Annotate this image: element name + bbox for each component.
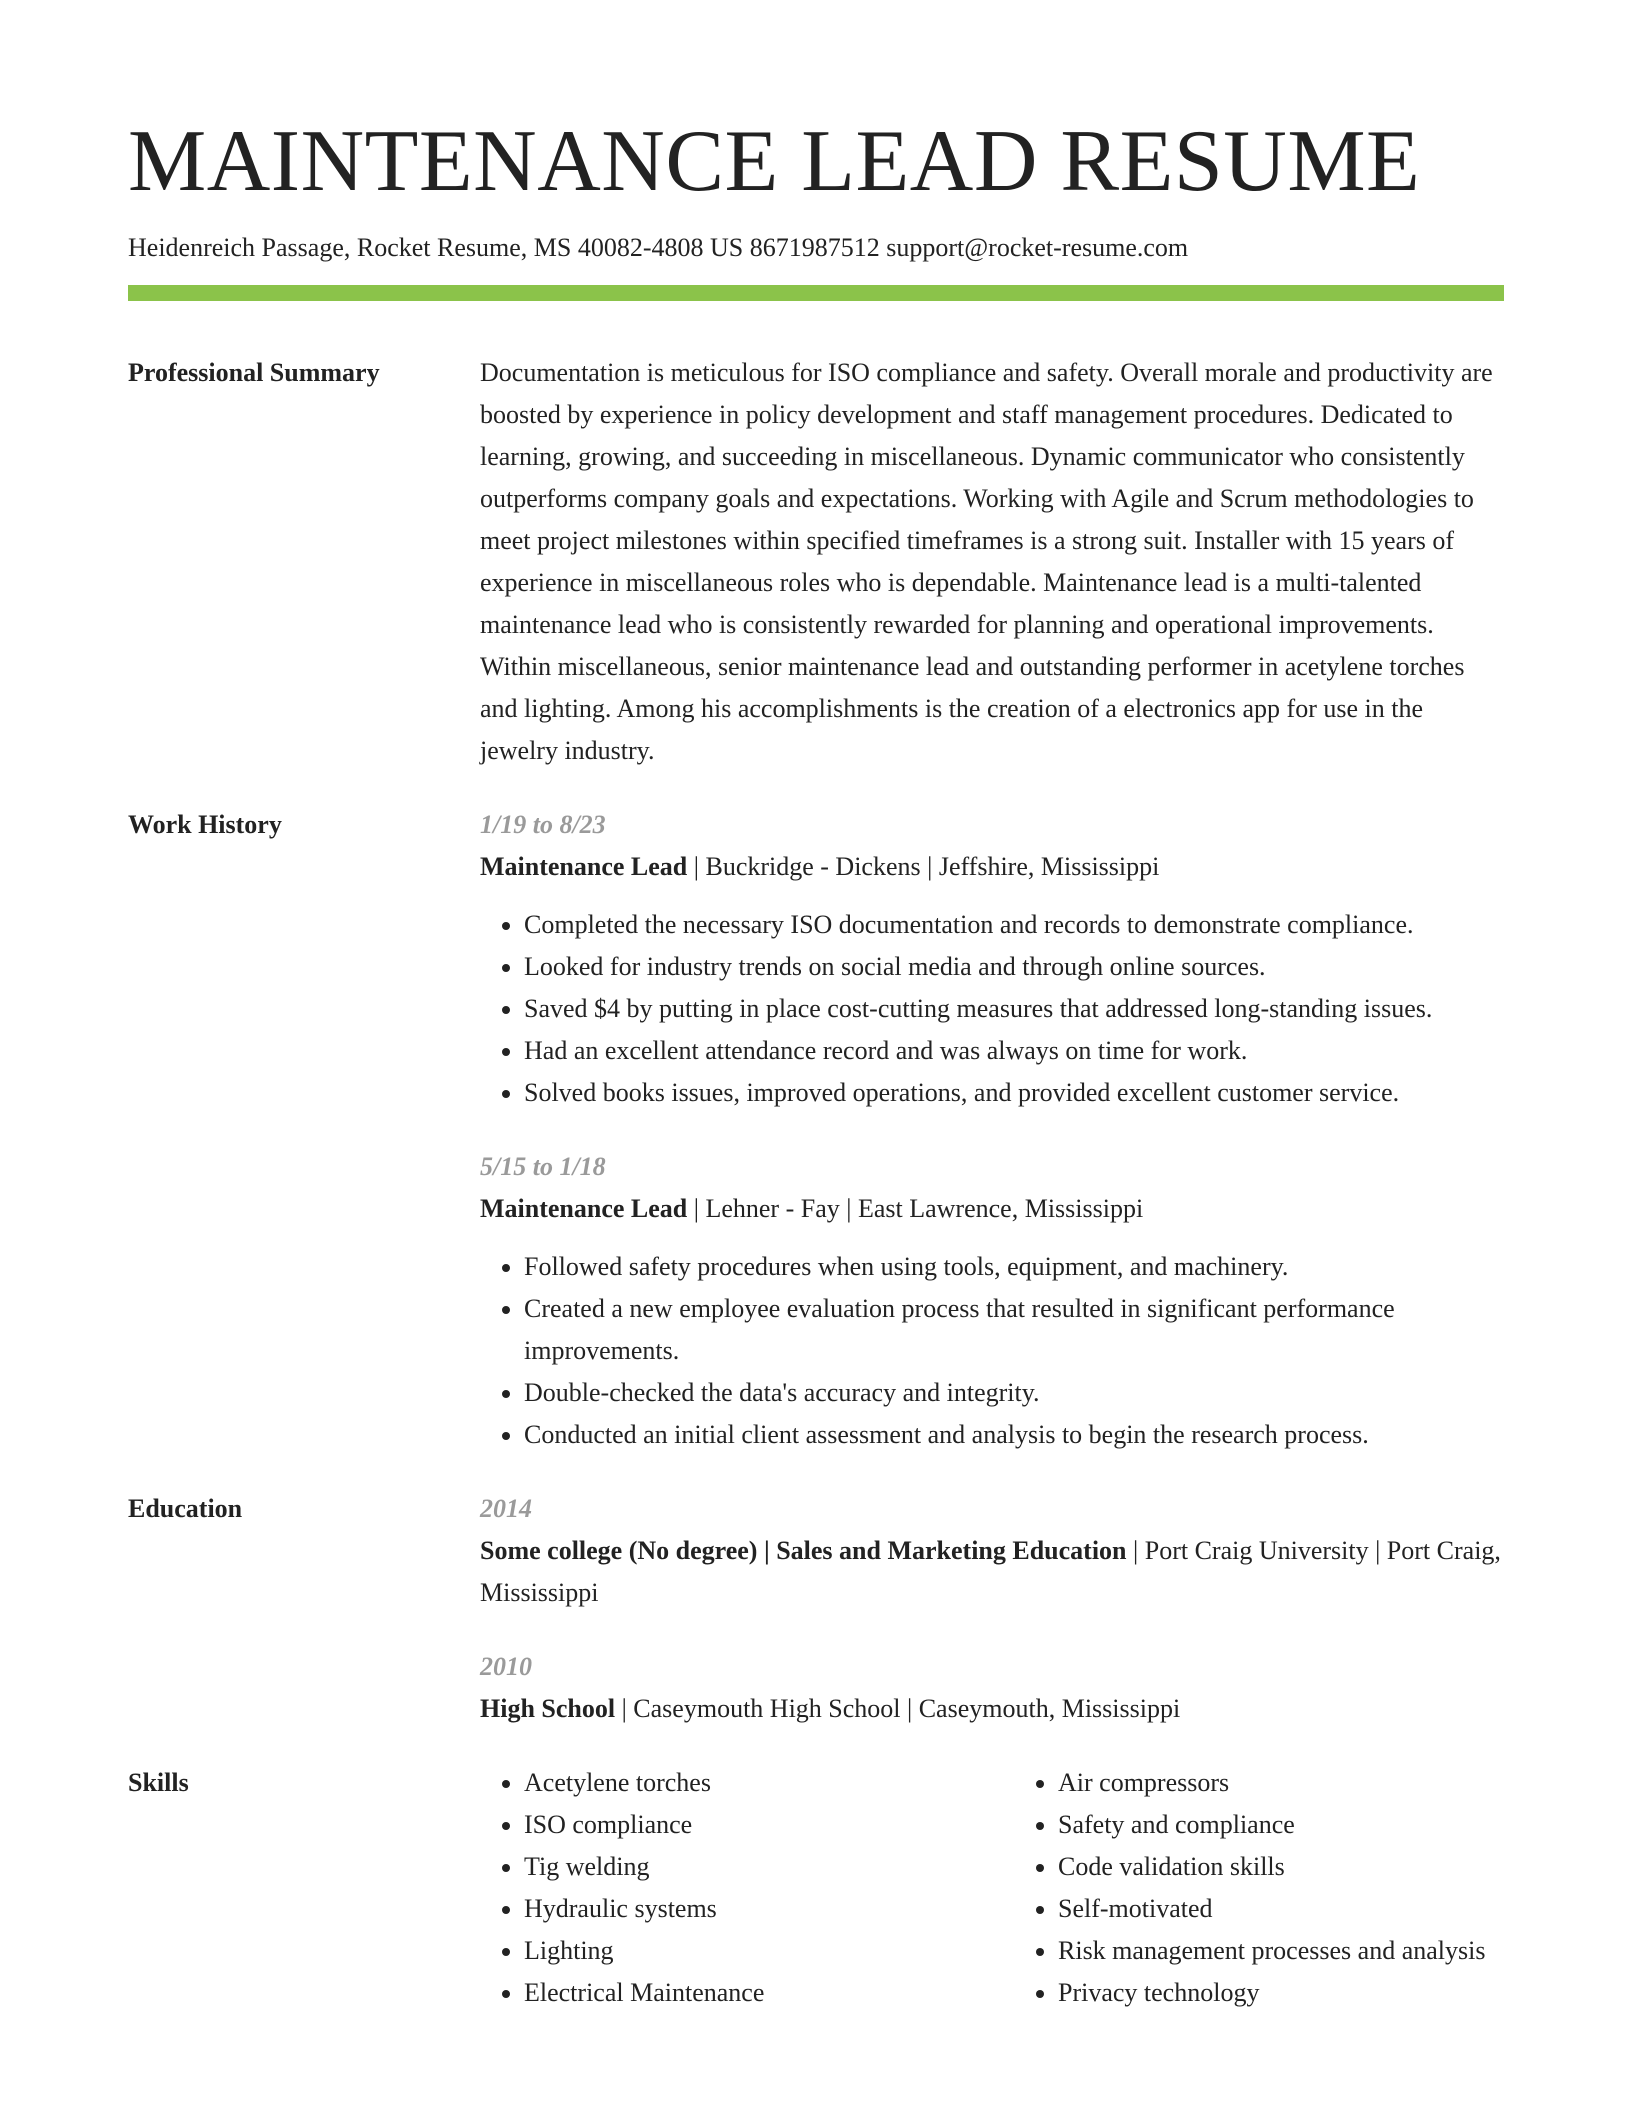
education-section bbox=[128, 1488, 1504, 1730]
job-entry bbox=[480, 1146, 1504, 1456]
education-details: | Caseymouth High School | Caseymouth, Mississippi bbox=[615, 1694, 1181, 1723]
section-body bbox=[480, 1762, 1504, 2014]
list-item: • Acetylene torches bbox=[524, 1762, 970, 1804]
education-year: 2010 bbox=[480, 1652, 532, 1681]
list-item: • Privacy technology bbox=[1058, 1972, 1504, 2014]
job-heading bbox=[480, 1188, 1504, 1230]
list-item: • Conducted an initial client assessment and analysis to begin the research process. bbox=[524, 1414, 1504, 1456]
list-item: • Completed the necessary ISO documentation and records to demonstrate compliance. bbox=[524, 904, 1504, 946]
list-item: • Hydraulic systems bbox=[524, 1888, 970, 1930]
list-item: • Air compressors bbox=[1058, 1762, 1504, 1804]
section-body bbox=[480, 352, 1504, 772]
job-heading bbox=[480, 846, 1504, 888]
list-item: • Had an excellent attendance record and was always on time for work. bbox=[524, 1030, 1504, 1072]
list-item: • Looked for industry trends on social media and through online sources. bbox=[524, 946, 1504, 988]
section-label: Work History bbox=[128, 810, 282, 839]
education-degree: Some college (No degree) | Sales and Marketing Education bbox=[480, 1536, 1127, 1565]
list-item: • Self-motivated bbox=[1058, 1888, 1504, 1930]
section-body bbox=[480, 1488, 1504, 1730]
list-item: • Electrical Maintenance bbox=[524, 1972, 970, 2014]
section-label: Education bbox=[128, 1494, 243, 1523]
section-body bbox=[480, 804, 1504, 1456]
education-entry bbox=[480, 1488, 1504, 1614]
job-dates: 5/15 to 1/18 bbox=[480, 1152, 606, 1181]
job-details: | Lehner - Fay | East Lawrence, Mississippi bbox=[687, 1194, 1144, 1223]
list-item: • Safety and compliance bbox=[1058, 1804, 1504, 1846]
section-label: Professional Summary bbox=[128, 358, 380, 387]
list-item: • Solved books issues, improved operations, and provided excellent customer service. bbox=[524, 1072, 1504, 1114]
list-item: • ISO compliance bbox=[524, 1804, 970, 1846]
list-item: • Followed safety procedures when using tools, equipment, and machinery. bbox=[524, 1246, 1504, 1288]
skills-section bbox=[128, 1762, 1504, 2014]
job-title: Maintenance Lead bbox=[480, 1194, 688, 1223]
list-item: • Lighting bbox=[524, 1930, 970, 1972]
education-entry bbox=[480, 1646, 1504, 1730]
list-item: • Tig welding bbox=[524, 1846, 970, 1888]
skills-list-right bbox=[1014, 1762, 1504, 2014]
skills-list-left bbox=[480, 1762, 970, 2014]
job-bullets bbox=[480, 904, 1504, 1114]
list-item: • Risk management processes and analysis bbox=[1058, 1930, 1504, 1972]
summary-text: Documentation is meticulous for ISO compliance and safety. Overall morale and productivity are boosted by experience in policy development and staff management procedures. Dedicated to learning, growing, and succeeding in miscellaneous. Dynamic communicator who consistently outperforms company goals and expectations. Working with Agile and Scrum methodologies to meet project milestones within specified timeframes is a strong suit. Installer with 15 years of experience in miscellaneous roles who is dependable. Maintenance lead is a multi-talented maintenance lead who is consistently rewarded for planning and operational improvements. Within miscellaneous, senior maintenance lead and outstanding performer in acetylene torches and lighting. Among his accomplishments is the creation of a electronics app for use in the jewelry industry. bbox=[480, 358, 1493, 765]
job-entry bbox=[480, 804, 1504, 1114]
summary-section bbox=[128, 352, 1504, 772]
job-details: | Buckridge - Dickens | Jeffshire, Mississippi bbox=[687, 852, 1160, 881]
job-bullets bbox=[480, 1246, 1504, 1456]
education-details: | Port Craig University | Port Craig, Mississippi bbox=[480, 1536, 1501, 1607]
education-heading bbox=[480, 1688, 1504, 1730]
resume-content bbox=[128, 352, 1504, 2014]
education-heading bbox=[480, 1530, 1504, 1614]
accent-divider bbox=[128, 285, 1504, 301]
job-dates: 1/19 to 8/23 bbox=[480, 810, 606, 839]
list-item: • Double-checked the data's accuracy and integrity. bbox=[524, 1372, 1504, 1414]
contact-line: Heidenreich Passage, Rocket Resume, MS 40082-4808 US 8671987512 support@rocket-resume.com bbox=[128, 233, 1189, 262]
list-item: • Created a new employee evaluation process that resulted in significant performance improvements. bbox=[524, 1288, 1504, 1372]
section-label: Skills bbox=[128, 1768, 189, 1797]
job-title: Maintenance Lead bbox=[480, 852, 688, 881]
work-history-section bbox=[128, 804, 1504, 1456]
education-year: 2014 bbox=[480, 1494, 532, 1523]
education-degree: High School bbox=[480, 1694, 616, 1723]
list-item: • Code validation skills bbox=[1058, 1846, 1504, 1888]
resume-title: MAINTENANCE LEAD RESUME bbox=[128, 113, 1421, 210]
skills-columns bbox=[480, 1762, 1504, 2014]
list-item: • Saved $4 by putting in place cost-cutting measures that addressed long-standing issues. bbox=[524, 988, 1504, 1030]
